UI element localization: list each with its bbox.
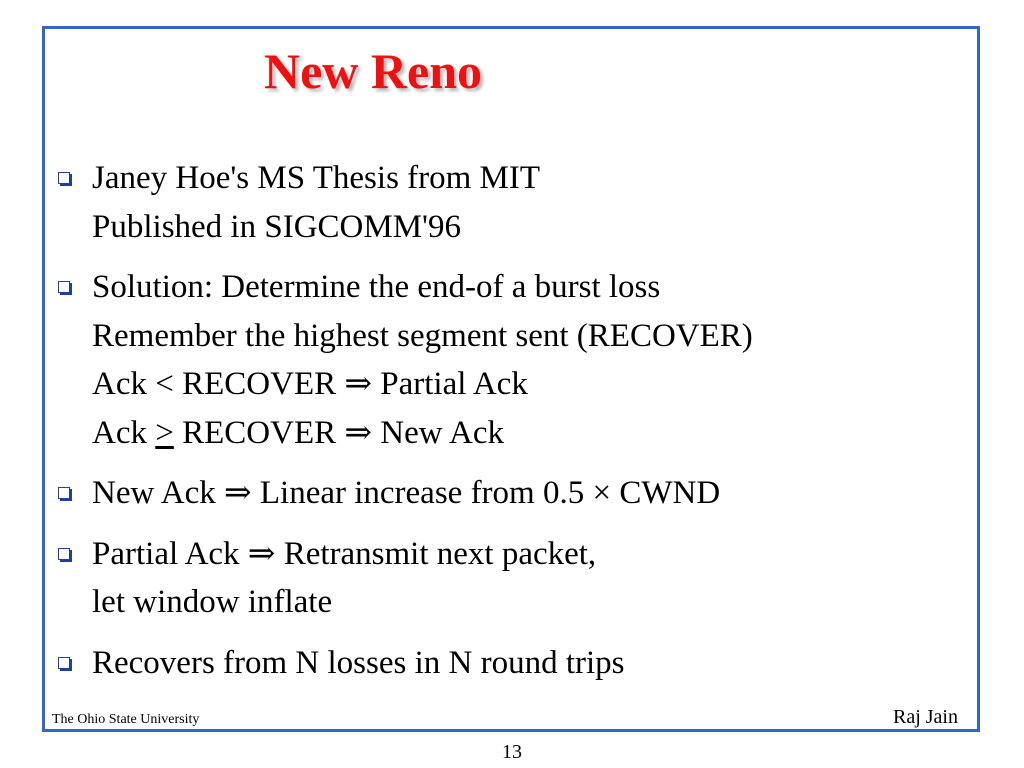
- hollow-square-bullet-icon: [58, 657, 70, 669]
- bullet-item: [52, 639, 952, 688]
- bullet-text: Partial Ack ⇒ Retransmit next packet,: [92, 535, 597, 572]
- bullet-item: [52, 263, 952, 457]
- page-number: 13: [502, 741, 522, 763]
- bullet-text: Solution: Determine the end-of a burst loss: [92, 269, 661, 305]
- bullet-item: [52, 530, 952, 627]
- ack-rule-text: RECOVER ⇒ Partial Ack: [173, 366, 528, 402]
- bullet-text: Janey Hoe's MS Thesis from MIT: [92, 160, 541, 196]
- footer-institution: The Ohio State University: [52, 712, 200, 727]
- bullet-text: New Ack ⇒ Linear increase from 0.5 × CWND: [92, 475, 721, 511]
- ack-greater-equal-line: [92, 409, 952, 458]
- ack-less-than-line: [92, 360, 952, 409]
- greater-or-equal-operator: >: [155, 414, 174, 451]
- hollow-square-bullet-icon: [58, 281, 70, 293]
- bullet-item: [52, 154, 952, 251]
- hollow-square-bullet-icon: [58, 548, 70, 560]
- hollow-square-bullet-icon: [58, 487, 70, 499]
- bullet-list: [52, 154, 952, 699]
- hollow-square-bullet-icon: [58, 172, 70, 184]
- ack-rule-text: RECOVER ⇒ New Ack: [173, 414, 504, 451]
- ack-label: Ack: [92, 414, 156, 451]
- bullet-text: Recovers from N losses in N round trips: [92, 644, 625, 681]
- less-than-operator: <: [155, 366, 174, 402]
- bullet-text: Remember the highest segment sent (RECOVER): [92, 317, 753, 354]
- bullet-item: [52, 469, 952, 518]
- slide-title: New Reno: [264, 43, 483, 99]
- bullet-text: Published in SIGCOMM'96: [92, 208, 461, 245]
- footer-author: Raj Jain: [893, 706, 958, 728]
- bullet-text: let window inflate: [92, 584, 333, 620]
- ack-label: Ack: [92, 366, 156, 402]
